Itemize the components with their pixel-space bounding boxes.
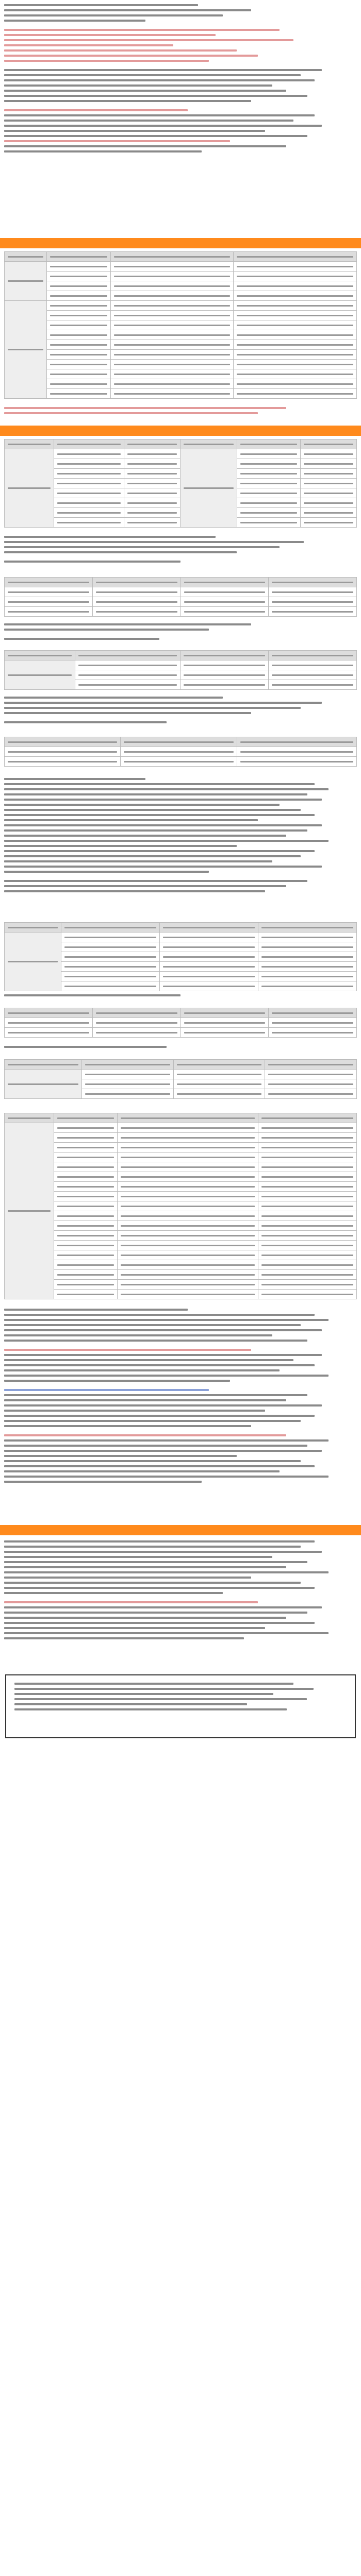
spec-table-6 <box>4 922 357 991</box>
notes-block-5 <box>4 994 357 1004</box>
spec-table-3 <box>4 577 357 617</box>
notes-block-1 <box>4 536 357 566</box>
notes-block-7 <box>4 1309 357 1486</box>
section-header-bar-2 <box>0 426 361 436</box>
spec-table-1 <box>4 251 357 399</box>
notes-block-2 <box>4 623 357 643</box>
spec-table-7 <box>4 1008 357 1038</box>
notes-block-8 <box>4 1540 357 1642</box>
blank-tail <box>0 1752 361 2576</box>
section-header-text <box>0 238 361 242</box>
notes-block-3 <box>4 697 357 726</box>
spec-table-5 <box>4 737 357 767</box>
notes-block-4 <box>4 778 357 895</box>
notes-block-6 <box>4 1046 357 1055</box>
footer-info-box <box>5 1674 356 1738</box>
table-1-notes <box>4 407 357 417</box>
intro-notice <box>0 4 361 156</box>
section-header-bar <box>0 238 361 248</box>
spec-table-2 <box>4 439 357 528</box>
spec-table-8 <box>4 1059 357 1099</box>
spec-table-4 <box>4 650 357 690</box>
section-header-bar-3 <box>0 1525 361 1535</box>
spec-table-9 <box>4 1113 357 1299</box>
